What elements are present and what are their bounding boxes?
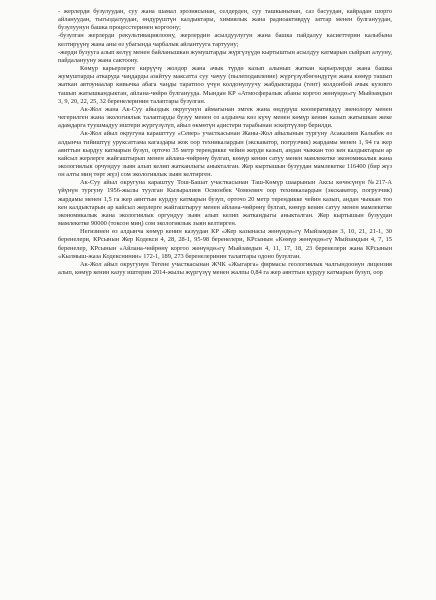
paragraph-topsoil: -жерди бузууга алып келүү менен байланышкан жумуштарды жүргүзүүдө кыртыштын асылдуу катмарын сыйрып алууну, пайдаланууну жана сактоону.	[58, 48, 392, 64]
paragraph-ak-zhol-ak-suu: Ак-Жол жана Ак-Суу айыздык округунун аймагынан эмгек жана өндүрүш кооперативдүү звенолору менен чегерилген жана экологиялык талаптарды бузуу менен оз алдынча көз күчү менен көмүр кенин казып жатышкан жеке адамдарга туушмадуу иштери жүргүзүлүп, айыл өкмөтүн адистери тарабынан эскертүүлөр берилди.	[58, 105, 392, 130]
paragraph-land-protection: - жерлерди бузулуудан, суу жана шамал эрозиясынан, селдерден, суу ташкынынан, саз басуудан, кайрадан шорго айлануудан, тыгыздалуудан, өндүрүштүн калдыктары, химиялык жана радиоактивдүү заттар менен булгануудан, бузулуунун башка процесстеринен коргоону;	[58, 8, 392, 32]
paragraph-laws-violated: Негизинен өз алдынча көмүр кенин казуудан КР «Жер казынасы жөнүндө»гү Мыйзамдын 3, 10, 21, 21-1, 30 беренелери, КРсынын Жер Кодекси 4, 28, 28-1, 95-98 беренелери, КРсынын «Көмүр жөнүндө»гү Мыйзамдын 4, 7, 15 беренелер, КРсынын «Айлана-чөйрөнү коргоо жөнүндө»гү Мыйзамдын 4, 11, 17, 18, 23 беренелери жана КРсынын «Кылмыш-жаза Кодекснинин» 172-1, 189, 273 беренелеринин талаптары одоно бузулган.	[58, 228, 392, 260]
paragraph-tegene-section: Ак-Жол айыл округунун Тегене участкасынан ЖЧК «Жыгарга» фирмасы геологиялык чалгындоонун лицензия алып, көмүр кенин казуу иштерин 2014-жылы жүргүзүү менен жалпы 0,84 га жер аянттын курдуу катмарын бузуп, оор	[58, 260, 392, 276]
paragraph-sever-section: Ак-Жол айыл округуна карашттуу «Север» участкасынан Жаны-Жол айылынын тургуну Асакалиев Калыбек өз алдынча тийиштүү уруксаттама кагаздары жок оор техникалардын (экскаватор, погрузчик) жардамы менен 1, 94 га жер аянттын кырдуу катмарын бузуп, орточо 35 метр терендикке чейин жерди казып, андан чыккан тоо кен калдыктарын ар кайсыл жерлерге жайгаштырып менен айлана-чөйрөнү булгап, көмүр кенин сатуу менен мамлекетке экономикалык жана экологиялык орчундуу зыян алып келип жатканлыгы аныкталган. Жер кыртышын бузуудан мамлекетке 116400 (бир жүз он алты миң төрт жүз) сом экологиялык зыян келтирген.	[58, 130, 392, 179]
paragraph-recultivation: -бузулган жерлерди рекультивациялоону, жерлердин асылдуулугун жана башка пайдалуу касиеттерин калыбына келтирүүнү жана аны өз убагында чарбалык айлантууга тартууну;	[58, 32, 392, 48]
paragraph-coal-dust: Көмүр карьерлерге кирүүчү жолдор жана ачык түрдө казып алынып жаткан карьерлерде жана башка жумуштарды аткаруда чаңдарды азайтуу максатта суу чачуу (пылеподавление) жүргүзүлбөгөндүгүн жана көмүр ташып жаткан автоунаалар кивычка абага чаңды таратпоо үчүн колдонулуучу жабдыктарды (тент) колдонбой ачык кузовго ташып жатышкандыктан, айлана-чөйрө булганууда. Мындан КР «Атмосфералык абаны коргоо жөнүндө»гү Мыйзамдын 3, 9, 20, 22, 25, 32 беренелеринин талаптары бузулган.	[58, 65, 392, 105]
paragraph-tosh-bashat-section: Ак-Суу айыл округуна караштуу Тош-Башат участкасынан Таш-Көмүр шаарынын Аксы көчөсүнүн №217-А үйүнүн тургуну 1956-жылы туулган Кызыралиев Осмонбек Чомоевич оор техникалардын (экскаватор, погрузчик) жардамы менен 1,5 га жер аянттын курдуу катмарын бузуп, орточо 20 метр терендикке чейин казып, андан чыккан тоо кен калдыктарын ар кайсыл жерлерге жайгаштыруу менен айлана-чөйрөнү булгап, көмүр кенин сатуу менен мамлекетке экономикалык жана экологиялык оргундуу зыян алып келип жаткандыгы аныкталган. Жер кыртышын бузуудан мамлекетке 90000 (токсон миң) сом экологиялык зыян келтирген.	[58, 179, 392, 228]
